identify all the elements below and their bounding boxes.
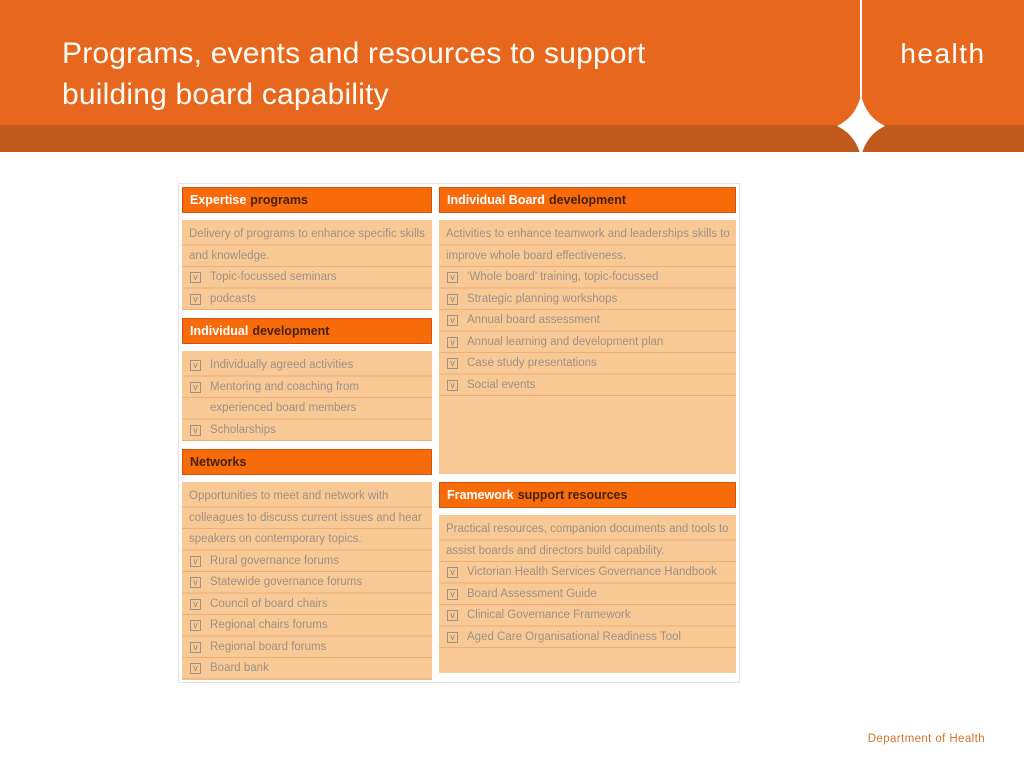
section-title-primary: Framework (447, 488, 514, 502)
list-item-label: Clinical Governance Framework (467, 609, 631, 621)
checkbox-icon: v (447, 337, 458, 348)
checkbox-icon: v (190, 642, 201, 653)
list-item-label: Social events (467, 378, 536, 391)
checkbox-icon: v (447, 632, 458, 643)
checkbox-icon: v (190, 620, 201, 631)
list-item-label: ‘Whole board’ training, topic-focussed (467, 271, 659, 283)
list-item-label: podcasts (210, 292, 257, 305)
section-rows (182, 224, 432, 310)
section-description: Activities to enhance teamwork and leaderships skills to improve whole board effectiveness. (446, 228, 730, 262)
list-item-label: Scholarships (210, 423, 276, 436)
checkbox-icon: v (190, 294, 201, 305)
section-title-secondary: development (252, 324, 330, 338)
checkbox-icon: v (190, 599, 201, 610)
section-rows (182, 486, 432, 680)
section-rows (182, 355, 432, 441)
checkbox-icon: v (447, 315, 458, 326)
list-item-label: Aged Care Organisational Readiness Tool (467, 630, 681, 643)
list-item (182, 594, 432, 616)
health-logo: health (900, 37, 986, 69)
section-title-secondary: programs (250, 193, 308, 207)
section-panel (439, 220, 736, 474)
checkbox-icon: v (447, 272, 458, 283)
header-divider-line (860, 0, 862, 100)
section-header (182, 187, 432, 213)
checkbox-icon: v (447, 380, 458, 391)
checkbox-icon: v (190, 425, 201, 436)
checkbox-icon: v (447, 358, 458, 369)
section-title-primary: Individual (190, 324, 249, 338)
section-networks (182, 449, 432, 680)
list-item-label: Annual learning and development plan (467, 335, 664, 348)
section-panel (182, 482, 432, 680)
list-item-label: Regional chairs forums (210, 619, 328, 631)
section-panel (439, 515, 736, 673)
list-item (439, 267, 736, 289)
section-header (439, 482, 736, 508)
list-item (182, 267, 432, 289)
checkbox-icon: v (447, 589, 458, 600)
left-column (182, 187, 432, 679)
list-item (439, 562, 736, 584)
checkbox-icon: v (190, 360, 201, 371)
sparkle-icon (837, 95, 885, 157)
list-item (439, 375, 736, 397)
section-individual-board-development (439, 187, 736, 474)
list-item-label: Board bank (210, 662, 269, 674)
section-header (182, 318, 432, 344)
checkbox-icon: v (190, 272, 201, 283)
list-item-label: Strategic planning workshops (467, 292, 618, 305)
list-item-label: Mentoring and coaching from experienced board members (210, 380, 359, 414)
list-item-label: Board Assessment Guide (467, 587, 597, 600)
section-title-secondary: Networks (190, 455, 247, 469)
section-title-primary: Expertise (190, 193, 247, 207)
list-item (182, 420, 432, 442)
content-area (178, 183, 740, 683)
right-column (439, 187, 736, 679)
section-expertise-programs (182, 187, 432, 310)
list-item (182, 572, 432, 594)
section-panel (182, 220, 432, 310)
list-item (182, 289, 432, 311)
checkbox-icon: v (190, 556, 201, 567)
section-title-secondary: support resources (517, 488, 628, 502)
list-item (439, 353, 736, 375)
section-title-secondary: development (548, 193, 627, 207)
list-item-label: Council of board chairs (210, 597, 328, 610)
checkbox-icon: v (190, 577, 201, 588)
checkbox-icon: v (447, 567, 458, 578)
list-item-label: Statewide governance forums (210, 576, 363, 588)
list-item (182, 658, 432, 680)
section-individual-development (182, 318, 432, 441)
list-item (439, 584, 736, 606)
section-rows (439, 519, 736, 648)
section-title-primary: Individual Board (447, 193, 545, 207)
list-item-label: Annual board assessment (467, 314, 600, 326)
list-item (182, 637, 432, 659)
list-item (182, 377, 432, 420)
section-description: Practical resources, companion documents and tools to assist boards and directors build capability. (446, 523, 729, 557)
section-description: Opportunities to meet and network with colleagues to discuss current issues and hear speakers on contemporary topics. (189, 490, 422, 545)
list-item (182, 355, 432, 377)
list-item-label: Individually agreed activities (210, 359, 354, 371)
list-item-label: Victorian Health Services Governance Handbook (467, 566, 717, 578)
page-title: Programs, events and resources to support building board capability (62, 37, 646, 111)
section-panel (182, 351, 432, 441)
checkbox-icon: v (190, 663, 201, 674)
checkbox-icon: v (447, 610, 458, 621)
section-header (182, 449, 432, 475)
checkbox-icon: v (190, 382, 201, 393)
list-item (439, 289, 736, 311)
section-framework-support-resources (439, 482, 736, 673)
list-item-label: Regional board forums (210, 640, 327, 653)
list-item (439, 627, 736, 649)
list-item (439, 605, 736, 627)
checkbox-icon: v (447, 294, 458, 305)
list-item-label: Topic-focussed seminars (210, 271, 337, 283)
section-description: Delivery of programs to enhance specific skills and knowledge. (189, 228, 425, 262)
section-header (439, 187, 736, 213)
list-item (439, 310, 736, 332)
logo-area (862, 0, 1024, 125)
footer-brand: Department of Health (867, 733, 985, 745)
list-item (182, 551, 432, 573)
list-item (439, 332, 736, 354)
slide-header (0, 0, 1024, 152)
list-item (182, 615, 432, 637)
list-item-label: Rural governance forums (210, 554, 340, 567)
list-item-label: Case study presentations (467, 357, 597, 369)
section-rows (439, 224, 736, 396)
